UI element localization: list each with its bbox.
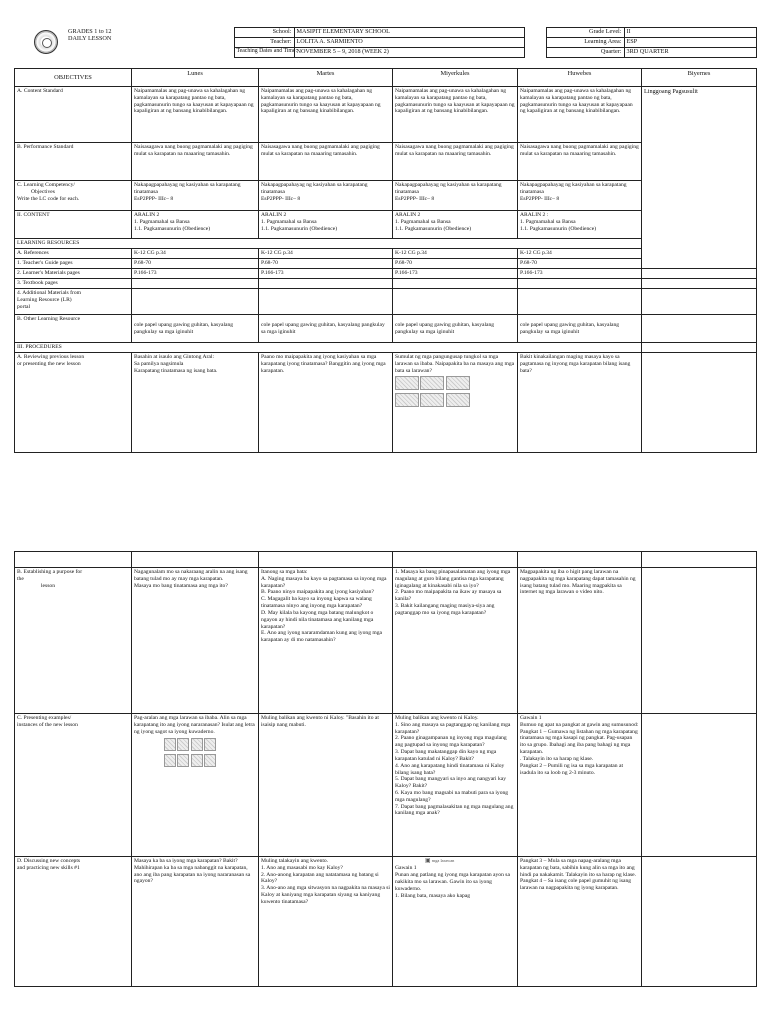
cell-fri: Linggoang Pagsusulit <box>642 87 757 269</box>
grade-level-value: II <box>624 28 756 38</box>
teacher-value: LOLITA A. SARMIENTO <box>294 38 524 48</box>
rights-image-3 <box>191 738 203 751</box>
blank-cell <box>518 552 642 568</box>
cell-thu <box>518 181 642 211</box>
rights-image-2 <box>177 738 189 751</box>
rights-images-grid <box>164 738 222 770</box>
competency-code: EsP2PPP- IIIc– 8 <box>134 195 174 202</box>
cell-mon: P.166-173 <box>132 269 259 279</box>
row-label <box>15 289 132 315</box>
cell-mon <box>132 181 259 211</box>
cell-mon <box>132 289 259 315</box>
cell-thu: K-12 CG p.34 <box>518 249 642 259</box>
learning-area-value: ESP <box>624 38 756 48</box>
label-line: Write the LC code for each. <box>17 195 80 202</box>
competency-text: Nakapagpapahayag ng kasiyahan sa karapatang tinatamasa <box>261 182 368 195</box>
row-label: B. Performance Standard <box>15 143 132 181</box>
cell-tue: Muling balikan ang kwento ni Kaloy. "Basahin ito at isaisip nang mabuti. <box>259 714 393 857</box>
topic: 1. Pagmamahal sa Bansa <box>261 218 317 225</box>
subtopic: 1.1. Pagkamasunurin (Obedience) <box>520 225 597 232</box>
cell-thu: P.166-173 <box>518 269 642 279</box>
section-label: III. PROCEDURES <box>15 343 642 353</box>
picture-icon: ▣ <box>425 858 431 864</box>
other-resource-row <box>15 315 757 343</box>
row-label: 2. Learner's Materials pages <box>15 269 132 279</box>
cell-tue <box>259 279 393 289</box>
grade-level-label: Grade Level: <box>546 28 624 38</box>
procedures-row <box>15 343 757 353</box>
competency-text: Nakapagpapahayag ng kasiyahan sa karapatang tinatamasa <box>520 182 627 195</box>
blank-cell <box>132 552 259 568</box>
cell-tue: Itanong sa mga bata: A. Naging masaya ba kayo sa pagtamasa sa inyong mga karapatan? B. Paano ninyo maipapakita ang iyong kasiyahan? C. Magagalit ba kayo sa inyong kapwa sa walang tinatamasa ninyo ang inyong mga karapatan? D. May kilala ba kayong mga batang malungkot o ngayon ay hindi nila tinatamasa ang kanilang mga karapatan? E. Ano ang iyong nararamdaman kung ang iyong mga karapatan ay di mo natamasahin? <box>259 568 393 714</box>
topic: 1. Pagmamahal sa Bansa <box>520 218 576 225</box>
cell-thu: Bakit kinakailangan maging masaya kayo sa pagtamasa ng inyong mga karapatan bilang isang bata? <box>518 353 642 453</box>
cell-fri <box>642 568 757 714</box>
cell-mon: Nagagunalam mo sa nakaraang aralin na ang isang batang tulad mo ay may mga karapatan. Masaya mo bang tinatamasa ang mga ito? <box>132 568 259 714</box>
label-line: the <box>17 575 24 582</box>
cell-wed: Naipamamalas ang pag-unawa sa kahalagahan ng kamalayan sa karapatang pantao ng bata, pagkamasunurin tungo sa kaayusan at kapayapaan ng kapaligiran at ng bansang kinabibilangan. <box>393 87 518 143</box>
topic: 1. Pagmamahal sa Bansa <box>134 218 190 225</box>
cell-thu <box>518 289 642 315</box>
competency-code: EsP2PPP- IIIc– 8 <box>261 195 301 202</box>
cell-fri <box>642 289 757 315</box>
cell-thu: Magpapakita ng iba o higit pang larawan na nagpapakita ng mga karapatang dapat tamasahin ng isang batang tulad mo. Maaring magpakita sa internet ng mga larawan o video nito. <box>518 568 642 714</box>
lesson-table-part1 <box>14 68 757 453</box>
textbook-row <box>15 279 757 289</box>
child-image-3 <box>446 376 470 390</box>
discussing-row <box>15 857 757 987</box>
cell-thu: Pangkat 3 – Mula sa mga napag-aralang mga karapatan ng bata, sabihin kung alin sa mga ito ang hindi pa nakakamit. Talakayin ito sa harap ng klase. Pangkat 4 – Sa isang cole papel gumuhit ng isang larawan na nagpapakita ng iyong karapatan. <box>518 857 642 987</box>
blank-cell <box>15 552 132 568</box>
cell-fri <box>642 315 757 343</box>
topic: 1. Pagmamahal sa Bansa <box>395 218 451 225</box>
purpose-row <box>15 568 757 714</box>
label-line: instances of the new lesson <box>17 721 78 728</box>
cell-thu: Gawain 1 Bumuo ng apat na pangkat at gawin ang sumusunod: Pangkat 1 – Gumawa ng listahan ng mga karapatang tinatamasa ng mga kasapi ng pangkat. Pag-usapan ito sa grupo. Ibahagi ang iba pang bahagi ng mga karapatan. . Talakayin ito sa harap ng klase. Pangkat 2 – Pumili ng isa sa mga karapatan at isadula ito sa loob ng 2-3 minuto. <box>518 714 642 857</box>
section-label: LEARNING RESOURCES <box>15 239 642 249</box>
cell-wed <box>393 279 518 289</box>
additional-materials-row <box>15 289 757 315</box>
cell-mon: cole papel upang gawing guhitan, kasyalang pangkulay sa mga iginuhit <box>132 315 259 343</box>
activity-badge <box>425 858 515 865</box>
cell-mon: Naipamamalas ang pag-unawa sa kahalagahan ng kamalayan sa karapatang pantao ng bata, pagkamasunurin tungo sa kaayusan at kapayapaan ng kapaligiran at ng bansang kinabibilangan. <box>132 87 259 143</box>
deped-logo <box>14 28 66 58</box>
lesson-table-part2 <box>14 551 757 987</box>
presenting-row <box>15 714 757 857</box>
teaching-dates-value: NOVEMBER 5 – 9, 2018 (WEEK 2) <box>294 48 524 58</box>
row-label: 3. Textbook pages <box>15 279 132 289</box>
cell-mon <box>132 279 259 289</box>
quarter-value: 3RD QUARTER <box>624 48 756 58</box>
child-image-5 <box>420 393 444 407</box>
label-line: B. Establishing a purpose for <box>17 569 83 575</box>
cell-wed <box>393 181 518 211</box>
row-label: A. Content Standard <box>15 87 132 143</box>
row-label <box>15 568 132 714</box>
cell-tue: K-12 CG p.34 <box>259 249 393 259</box>
cell-fri <box>642 279 757 289</box>
rights-image-4 <box>204 738 216 751</box>
cell-thu <box>518 211 642 239</box>
child-image-4 <box>395 393 419 407</box>
row-label: A. References <box>15 249 132 259</box>
label-line: C. Learning Competency/ <box>17 182 75 188</box>
competency-text: Nakapagpapahayag ng kasiyahan sa karapatang tinatamasa <box>134 182 241 195</box>
discussing-text: Gawain 1 Punan ang patlang ng iyong mga karapatan ayon sa nakikita mo sa larawan. Gawin ito sa iyong kuwaderno. 1. Bilang bata, masaya ako kapag <box>395 865 510 899</box>
aralin: ARALIN 2 <box>395 212 421 218</box>
cell-tue: Naisasagawa nang buong pagmamalaki ang pagiging mulat sa karapatan na maaaring tamasahin. <box>259 143 393 181</box>
cell-wed: Naisasagawa nang buong pagmamalaki ang pagiging mulat sa karapatan na maaaring tamasahin. <box>393 143 518 181</box>
label-line: D. Discussing new concepts <box>17 858 81 864</box>
row-label <box>15 181 132 211</box>
cell-tue: Paano mo maipapakita ang iyong kasiyahan sa mga karapatang iyong tinatamasa? Banggitin ang iyong mga karapatan. <box>259 353 393 453</box>
blank-cell <box>259 552 393 568</box>
label-line: 4. Additional Materials from <box>17 290 82 296</box>
row-label <box>15 353 132 453</box>
teacher-label: Teacher: <box>234 38 294 48</box>
monday-header: Lunes <box>132 69 259 87</box>
cell-wed: cole papel upang gawing guhitan, kasyalang pangkulay sa mga iginuhit <box>393 315 518 343</box>
rights-image-7 <box>191 754 203 767</box>
badge-text: mga larawan <box>431 858 455 863</box>
wednesday-header: Miyerkules <box>393 69 518 87</box>
title-line-1: GRADES 1 to 12 <box>68 27 112 35</box>
cell-tue: P.166-173 <box>259 269 393 279</box>
teaching-dates-label: Teaching Dates and Time: <box>234 48 294 58</box>
cell-mon <box>132 714 259 857</box>
cell-tue: Muling talakayin ang kwento. 1. Ano ang masasabi mo kay Kaloy? 2. Ano-anong karapatan ang natatamasa ng batang si Kaloy? 3. Ano-ano ang mga sitwasyon na nagpakita na masaya si Kaloy at kaniyang mga karapatan siyang sa kaniyang kuwento tinatamasa? <box>259 857 393 987</box>
label-line: A. Reviewing previous lesson <box>17 354 85 360</box>
blank-header-row <box>15 552 757 568</box>
rights-image-5 <box>164 754 176 767</box>
cell-wed: P.166-173 <box>393 269 518 279</box>
friday-header: Biyernes <box>642 69 757 87</box>
label-line: portal <box>17 303 31 310</box>
cell-wed: 1. Masaya ka bang pinapasalamatan ang iyong mga magulang at guro bilang gantisa mga karapatang iginagalang at kinakasabi nila sa iyo? 2. Paano mo maipapakita na ikaw ay masaya sa kanila? 3. Bakit kailangang maging masiya-siya ang pagtanggap mo sa iyong mga karapatan? <box>393 568 518 714</box>
aralin: ARALIN 2 : <box>520 212 549 218</box>
learning-area-label: Learning Area: <box>546 38 624 48</box>
cell-mon: K-12 CG p.34 <box>132 249 259 259</box>
review-row <box>15 353 757 453</box>
cell-wed: K-12 CG p.34 <box>393 249 518 259</box>
children-images-grid <box>395 376 471 410</box>
cell-thu <box>518 279 642 289</box>
competency-code: EsP2PPP- IIIc– 8 <box>395 195 435 202</box>
seal-icon <box>34 30 58 54</box>
header-table <box>14 27 757 58</box>
cell-wed <box>393 289 518 315</box>
content-standard-row <box>15 87 757 143</box>
cell-thu: Naisasagawa nang buong pagmamalaki ang pagiging mulat sa karapatan na maaaring tamasahin. <box>518 143 642 181</box>
blank-cell <box>642 552 757 568</box>
subtopic: 1.1. Pagkamasunurin (Obedience) <box>134 225 211 232</box>
cell-tue: cole papel upang gawing guhitan, kasyalang pangkulay sa mga iginuhit <box>259 315 393 343</box>
cell-wed: Muling balikan ang kwento ni Kaloy. 1. Sino ang masaya sa pagtanggap ng kanilang mga karapatan? 2. Paano ginagampanan ng inyong mga magulang ang pagtupad sa inyong mga karapatan? 3. Dapat bang makatanggap din kayo ng mga karapatan katulad ni Kaloy? Bakit? 4. Ano ang karapatang hindi tinatamasa ni Kaloy bilang isang bata? 5. Dapat bang mangyari sa inyo ang nangyari kay Kaloy? Bakit? 6. Kaya mo bang magsabi na mabuti para sa iyong mga magulang? 7. Dapat bang pagmalasakitan ng mga magulang ang kanilang mga anak? <box>393 714 518 857</box>
child-image-6 <box>446 393 470 407</box>
row-label <box>15 714 132 857</box>
cell-fri <box>642 857 757 987</box>
school-value: MASIPIT ELEMENTARY SCHOOL <box>294 28 524 38</box>
row-label: II. CONTENT <box>15 211 132 239</box>
competency-text: Nakapagpapahayag ng kasiyahan sa karapatang tinatamasa <box>395 182 502 195</box>
child-image-2 <box>420 376 444 390</box>
cell-mon <box>132 211 259 239</box>
rights-image-6 <box>177 754 189 767</box>
child-image-1 <box>395 376 419 390</box>
subtopic: 1.1. Pagkamasunurin (Obedience) <box>261 225 338 232</box>
aralin: ARALIN 2 <box>134 212 160 218</box>
rights-image-8 <box>204 754 216 767</box>
cell-fri <box>642 343 757 353</box>
learners-material-row <box>15 269 757 279</box>
label-line: and practicing new skills #1 <box>17 864 80 871</box>
label-line: C. Presenting examples/ <box>17 715 72 721</box>
cell-wed: P.68-70 <box>393 259 518 269</box>
label-line: lesson <box>41 582 55 589</box>
quarter-label: Quarter: <box>546 48 624 58</box>
cell-tue <box>259 211 393 239</box>
thursday-header: Huwebes <box>518 69 642 87</box>
cell-tue: Naipamamalas ang pag-unawa sa kahalagahan ng kamalayan sa karapatang pantao ng bata, pagkamasunurin tungo sa kaayusan at kapayapaan ng kapaligiran at ng bansang kinabibilangan. <box>259 87 393 143</box>
cell-thu: Naipamamalas ang pag-unawa sa kahalagahan ng kamalayan sa karapatang pantao ng bata, pagkamasunurin tungo sa kaayusan at kapayapaan ng kapaligiran at ng bansang kinabibilangan. <box>518 87 642 143</box>
cell-mon: Masaya ka ba sa iyong mga karapatan? Bakit? Mahihirapan ka ba sa mga nabanggit na karapatan, ano ang iba pang karapatan na iyong nararanasan sa ngayon? <box>132 857 259 987</box>
row-label: 1. Teacher's Guide pages <box>15 259 132 269</box>
cell-fri <box>642 714 757 857</box>
tuesday-header: Martes <box>259 69 393 87</box>
label-line: or presenting the new lesson <box>17 360 81 367</box>
blank-cell <box>393 552 518 568</box>
rights-image-1 <box>164 738 176 751</box>
label-line: Objectives <box>31 188 55 195</box>
subtopic: 1.1. Pagkamasunurin (Obedience) <box>395 225 472 232</box>
row-label: B. Other Learning Resource <box>15 315 132 343</box>
competency-code: EsP2PPP- IIIc– 8 <box>520 195 560 202</box>
column-header-row <box>15 69 757 87</box>
cell-thu: cole papel upang gawing guhitan, kasyalang pangkulay sa mga iginuhit <box>518 315 642 343</box>
cell-fri <box>642 269 757 279</box>
cell-mon: Naisasagawa nang buong pagmamalaki ang pagiging mulat sa karapatan na maaaring tamasahin. <box>132 143 259 181</box>
presenting-text: Pag-aralan ang mga larawan sa ibaba. Alin sa mga karapatang ito ang iyong nararanasan? Isulat ang letra ng iyong sagot sa iyong kuwaderno. <box>134 715 255 735</box>
cell-wed <box>393 857 518 987</box>
school-label: School: <box>234 28 294 38</box>
cell-mon: Basahin at isaulo ang Gintong Aral: Sa pamilya nagsimula Karapatang tinatamasa ng isang bata. <box>132 353 259 453</box>
cell-tue <box>259 289 393 315</box>
review-text: Sumulat ng mga pangungusap tungkol sa mga larawan sa ibaba. Naipapakita ba na masaya ang mga bata sa larawan? <box>395 354 515 374</box>
aralin: ARALIN 2 <box>261 212 287 218</box>
cell-wed <box>393 353 518 453</box>
cell-wed <box>393 211 518 239</box>
log-title <box>66 28 234 58</box>
cell-tue <box>259 181 393 211</box>
cell-tue: P.68-70 <box>259 259 393 269</box>
row-label <box>15 857 132 987</box>
cell-thu: P.68-70 <box>518 259 642 269</box>
title-line-2: DAILY LESSON <box>68 35 112 43</box>
cell-fri <box>642 353 757 453</box>
objectives-header: OBJECTIVES <box>15 69 132 87</box>
cell-mon: P.68-70 <box>132 259 259 269</box>
label-line: Learning Resource (LR) <box>17 296 72 303</box>
